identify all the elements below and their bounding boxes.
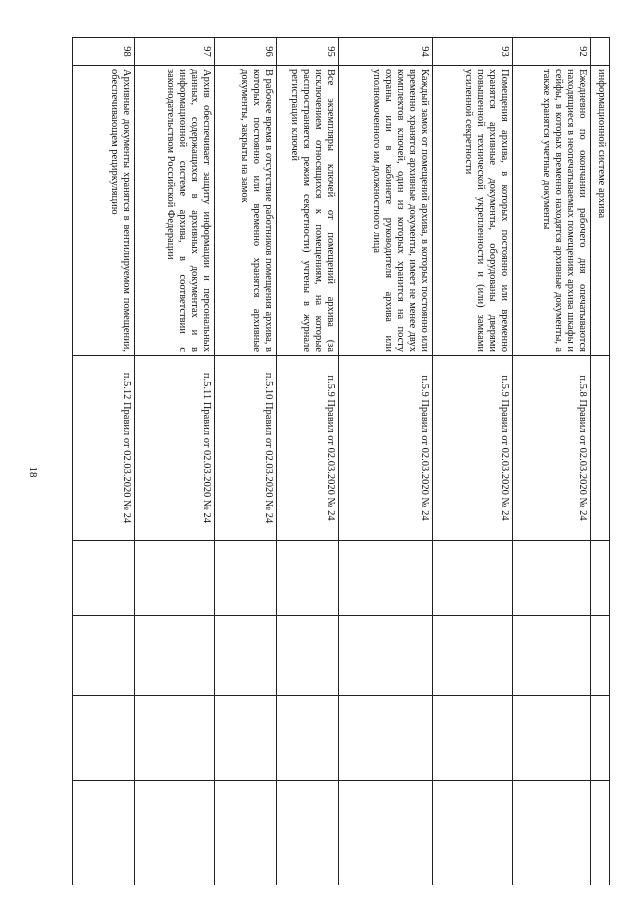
cell-empty [277,781,339,886]
cell-empty [215,616,277,696]
cell-empty [433,541,513,616]
cell-empty [135,541,215,616]
table-row [73,38,135,886]
checklist-table-rotated [72,37,610,885]
cell-number: 94 [339,38,433,66]
cell-number: 98 [73,38,135,66]
cell-empty [73,696,135,781]
cell-requirement: Архивные документы хранятся в вентилируемом помещении, обеспечивающем рециркуляцию [73,66,135,356]
cell-empty [513,781,591,886]
cell-number: 92 [513,38,591,66]
cell-number: 97 [135,38,215,66]
cell-empty [591,781,610,886]
cell-requirement: В рабочее время в отсутствие работников помещения архива, в которых постоянно или временно хранятся архивные документы, закрыты на замок [215,66,277,356]
cell-requirement: Все экземпляры ключей от помещений архива (за исключением относящихся к помещениям, на которые распространяется режим секретности) учтены в журнале регистрации ключей [277,66,339,356]
cell-requirement: Помещения архива, в которых постоянно или временно хранятся архивные документы, оборудованы дверями повышенной технической укрепленности и (или) замками усиленной секретности [433,66,513,356]
cell-reference [591,356,610,541]
page-area [72,37,610,885]
cell-empty [73,616,135,696]
cell-empty [277,696,339,781]
cell-reference: п.5.9 Правил от 02.03.2020 № 24 [339,356,433,541]
cell-requirement: Ежедневно по окончании рабочего дня опечатываются находящиеся в неопечатываемых помещениях архива шкафы и сейфы, в которых временно находятся архивные документы, а также хранятся учетные документы [513,66,591,356]
cell-requirement: информационной системе архива [591,66,610,356]
cell-empty [339,781,433,886]
cell-empty [215,541,277,616]
cell-reference: п.5.11 Правил от 02.03.2020 № 24 [135,356,215,541]
checklist-table [72,37,610,885]
cell-number: 93 [433,38,513,66]
cell-reference: п.5.9 Правил от 02.03.2020 № 24 [433,356,513,541]
table-row [433,38,513,886]
cell-empty [591,541,610,616]
cell-empty [135,781,215,886]
cell-empty [73,781,135,886]
table-row [135,38,215,886]
table-row [215,38,277,886]
cell-reference: п.5.9 Правил от 02.03.2020 № 24 [277,356,339,541]
cell-empty [591,696,610,781]
cell-empty [433,616,513,696]
cell-number: 95 [277,38,339,66]
table-row [591,38,610,886]
cell-empty [215,696,277,781]
page-number: 18 [27,466,39,478]
cell-empty [513,616,591,696]
table-row [513,38,591,886]
cell-reference: п.5.12 Правил от 02.03.2020 № 24 [73,356,135,541]
table-row [277,38,339,886]
cell-requirement: Архив обеспечивает защиту информации и персональных данных, содержащихся в архивных документах и в информационной системе архива, в соответствии с законодательством Российской Федерации [135,66,215,356]
cell-empty [215,781,277,886]
cell-reference: п.5.10 Правил от 02.03.2020 № 24 [215,356,277,541]
cell-empty [135,696,215,781]
cell-requirement: Каждый замок от помещений архива, в которых постоянно или временно хранятся архивные документы, имеет не менее двух комплектов ключей, один из которых хранится на посту охраны или в кабинете руководителя архива или уполномоченного им должностного лица [339,66,433,356]
cell-empty [513,696,591,781]
cell-number: 96 [215,38,277,66]
cell-empty [513,541,591,616]
cell-empty [135,616,215,696]
cell-empty [73,541,135,616]
table-row [339,38,433,886]
cell-empty [339,616,433,696]
cell-empty [591,616,610,696]
cell-reference: п.5.8 Правил от 02.03.2020 № 24 [513,356,591,541]
cell-empty [433,781,513,886]
cell-empty [339,541,433,616]
cell-number [591,38,610,66]
cell-empty [277,541,339,616]
cell-empty [277,616,339,696]
cell-empty [433,696,513,781]
cell-empty [339,696,433,781]
